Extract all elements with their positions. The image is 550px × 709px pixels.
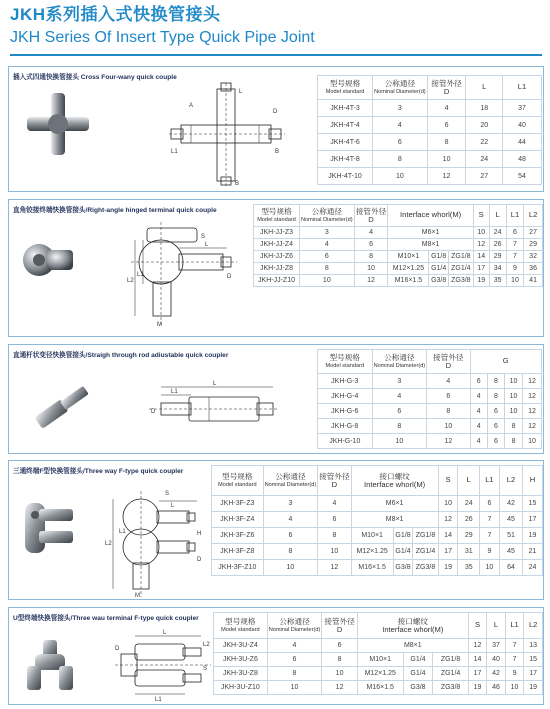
table-row: JKH-4T-6 6 8 22 44 xyxy=(318,134,542,151)
col-header-l: L xyxy=(487,613,505,639)
table-row: JKH-3F-Z3 3 4 M6×1 10 24 6 42 15 xyxy=(212,496,543,512)
drawing-hinged-fitting xyxy=(121,222,241,330)
col-header-l1: L1 xyxy=(502,76,541,100)
spec-table-f-type xyxy=(211,465,543,576)
table-row: JKH-3U-Z8 8 10 M12×1.25 G1/4 ZG1/4 17 42 9 17 xyxy=(214,667,543,681)
dim-label: D xyxy=(273,109,278,115)
dim-label: H xyxy=(197,531,202,537)
table-row: JKH-JJ-Z3 3 4 M6×1 10 24 6 27 xyxy=(254,227,543,239)
table-row: JKH-3F-Z8 8 10 M12×1.25 G1/4 ZG1/4 17 31 9 45 21 xyxy=(212,544,543,560)
photo-hinged-fitting xyxy=(17,230,77,290)
col-header-nominal: 公称通径 Nominal Diameter(d) xyxy=(300,205,355,227)
photo-rod-fitting xyxy=(31,381,95,431)
col-header-interface-whorl: 接口螺纹 Interface whorl(M) xyxy=(357,613,468,639)
section-three-way-f xyxy=(8,460,544,600)
dim-label: B xyxy=(235,181,240,187)
section-straight-rod xyxy=(8,344,544,454)
table-row: JKH-G-6 6 8 4 6 10 12 xyxy=(318,404,542,419)
drawing-cross-fitting xyxy=(169,83,289,187)
col-header-l1: L1 xyxy=(505,613,524,639)
col-header-g: G xyxy=(470,350,541,374)
dim-label: L2 xyxy=(127,278,134,284)
drawing-rod-fitting xyxy=(149,377,279,443)
dim-label: L1 xyxy=(137,272,144,278)
page-title-cn: JKH系列插入式快换管接头 xyxy=(10,5,221,24)
section-cross-four-way xyxy=(8,66,544,192)
dim-label: L xyxy=(213,381,217,387)
table-row: JKH-3F-Z10 10 12 M16×1.5 G3/8 ZG3/8 19 35 10 64 24 xyxy=(212,560,543,576)
page-header xyxy=(10,4,540,48)
table-row: JKH-JJ-Z10 10 12 M16×1.5 G3/8 ZG3/8 19 35 10 41 xyxy=(254,275,543,287)
col-header-l: L xyxy=(466,76,502,100)
spec-table-u-type xyxy=(213,612,543,695)
dim-label: D xyxy=(227,274,232,280)
col-header-nominal: 公称通径 Nominal Diameter(d) xyxy=(267,613,322,639)
dim-label: L1 xyxy=(171,389,178,395)
header-rule xyxy=(10,54,542,56)
col-header-nominal: 公称通径 Nominal Diameter(d) xyxy=(372,350,427,374)
col-header-s: S xyxy=(473,205,489,227)
col-header-d: 接管外径 D xyxy=(427,350,470,374)
col-header-model: 型号规格 Model standard xyxy=(254,205,300,227)
dim-label: S xyxy=(165,491,170,497)
dim-label: L xyxy=(163,630,167,636)
dim-label: D xyxy=(115,646,120,652)
col-header-l2: L2 xyxy=(524,613,543,639)
section-right-angle-hinged xyxy=(8,199,544,337)
section-label: 直角铰接终端快换管接头/Right-angle hinged terminal quick couple xyxy=(13,207,217,214)
col-header-interface-whorl: 接口螺纹 Interface whorl(M) xyxy=(351,466,438,496)
table-row: JKH-G-10 10 12 4 6 8 10 xyxy=(318,434,542,449)
photo-cross-fitting xyxy=(23,89,93,159)
col-header-nominal: 公称通径 Nominal Diameter(d) xyxy=(263,466,318,496)
dim-label: L xyxy=(239,89,243,95)
dim-label: L xyxy=(205,242,209,248)
section-label: 直通杆状变径快换管接头/Straigh through rod adiustable quick coupler xyxy=(13,352,229,359)
col-header-l1: L1 xyxy=(506,205,523,227)
table-row: JKH-4T-10 10 12 27 54 xyxy=(318,168,542,185)
dim-label: D xyxy=(151,409,156,415)
dim-label: S xyxy=(201,234,206,240)
table-row: JKH-3U-Z6 6 8 M10×1 G1/4 ZG1/8 14 40 7 15 xyxy=(214,653,543,667)
dim-label: L2 xyxy=(105,541,112,547)
dim-label: L1 xyxy=(119,529,126,535)
col-header-model: 型号规格 Model standard xyxy=(212,466,264,496)
table-row: JKH-JJ-Z4 4 6 M8×1 12 26 7 29 xyxy=(254,239,543,251)
col-header-h: H xyxy=(523,466,543,496)
section-u-type xyxy=(8,607,544,705)
col-header-l1: L1 xyxy=(479,466,499,496)
table-row: JKH-G-3 3 4 6 8 10 12 xyxy=(318,374,542,389)
col-header-interface-whorl: Interface whorl(M) xyxy=(388,205,473,227)
table-row: JKH-3U-Z10 10 12 M16×1.5 G3/8 ZG3/8 19 46 10 19 xyxy=(214,681,543,695)
col-header-d: 接管外径 D xyxy=(322,613,358,639)
dim-label: D xyxy=(197,557,202,563)
page-title-en: JKH Series Of Insert Type Quick Pipe Joint xyxy=(10,29,315,46)
dim-label: L1 xyxy=(155,697,162,703)
dim-label: S xyxy=(203,666,208,672)
section-label: U型终端快换管接头/Three wau terminal F-type quick coupler xyxy=(13,615,199,622)
dim-label: M xyxy=(135,593,140,599)
col-header-l2: L2 xyxy=(499,466,522,496)
table-row: JKH-G-4 4 6 4 8 10 12 xyxy=(318,389,542,404)
drawing-u-type-fitting xyxy=(115,630,215,702)
col-header-d: 接管外径 D xyxy=(427,76,466,100)
col-header-l: L xyxy=(489,205,506,227)
drawing-f-type-fitting xyxy=(105,489,209,599)
col-header-l2: L2 xyxy=(524,205,543,227)
spec-table-hinged xyxy=(253,204,543,287)
col-header-s: S xyxy=(468,613,486,639)
col-header-nominal: 公称通径 Nominal Diameter(d) xyxy=(373,76,428,100)
spec-table-rod xyxy=(317,349,542,449)
table-row: JKH-G-8 8 10 4 6 8 12 xyxy=(318,419,542,434)
col-header-model: 型号规格 Model standard xyxy=(214,613,268,639)
photo-f-type-fitting xyxy=(15,495,77,561)
dim-label: M xyxy=(157,322,162,328)
spec-table-cross xyxy=(317,75,542,185)
col-header-d: 接管外径 D xyxy=(318,466,351,496)
dim-label: L xyxy=(171,503,175,509)
table-row: JKH-JJ-Z8 8 10 M12×1.25 G1/4 ZG1/4 17 34 9 36 xyxy=(254,263,543,275)
col-header-model: 型号规格 Model standard xyxy=(318,350,373,374)
photo-u-type-fitting xyxy=(23,636,79,698)
col-header-s: S xyxy=(438,466,458,496)
table-row: JKH-JJ-Z6 6 8 M10×1 G1/8 ZG1/8 14 29 7 32 xyxy=(254,251,543,263)
table-row: JKH-3F-Z6 6 8 M10×1 G1/8 ZG1/8 14 29 7 51 19 xyxy=(212,528,543,544)
col-header-model: 型号规格 Model standard xyxy=(318,76,373,100)
col-header-d: 接管外径 D xyxy=(354,205,388,227)
dim-label: A xyxy=(189,103,194,109)
dim-label: L1 xyxy=(171,149,178,155)
col-header-l: L xyxy=(458,466,479,496)
section-label: 插入式四通快换管接头 Cross Four-wany quick couple xyxy=(13,74,177,81)
section-label: 三通终端F型快换管接头/Three way F-type quick coupler xyxy=(13,468,184,475)
table-row: JKH-3F-Z4 4 6 M8×1 12 26 7 45 17 xyxy=(212,512,543,528)
table-row: JKH-3U-Z4 4 6 M8×1 12 37 7 13 xyxy=(214,639,543,653)
table-row: JKH-4T-8 8 10 24 48 xyxy=(318,151,542,168)
dim-label: L2 xyxy=(203,642,210,648)
table-row: JKH-4T-4 4 6 20 40 xyxy=(318,117,542,134)
dim-label: B xyxy=(275,149,280,155)
table-row: JKH-4T-3 3 4 18 37 xyxy=(318,100,542,117)
